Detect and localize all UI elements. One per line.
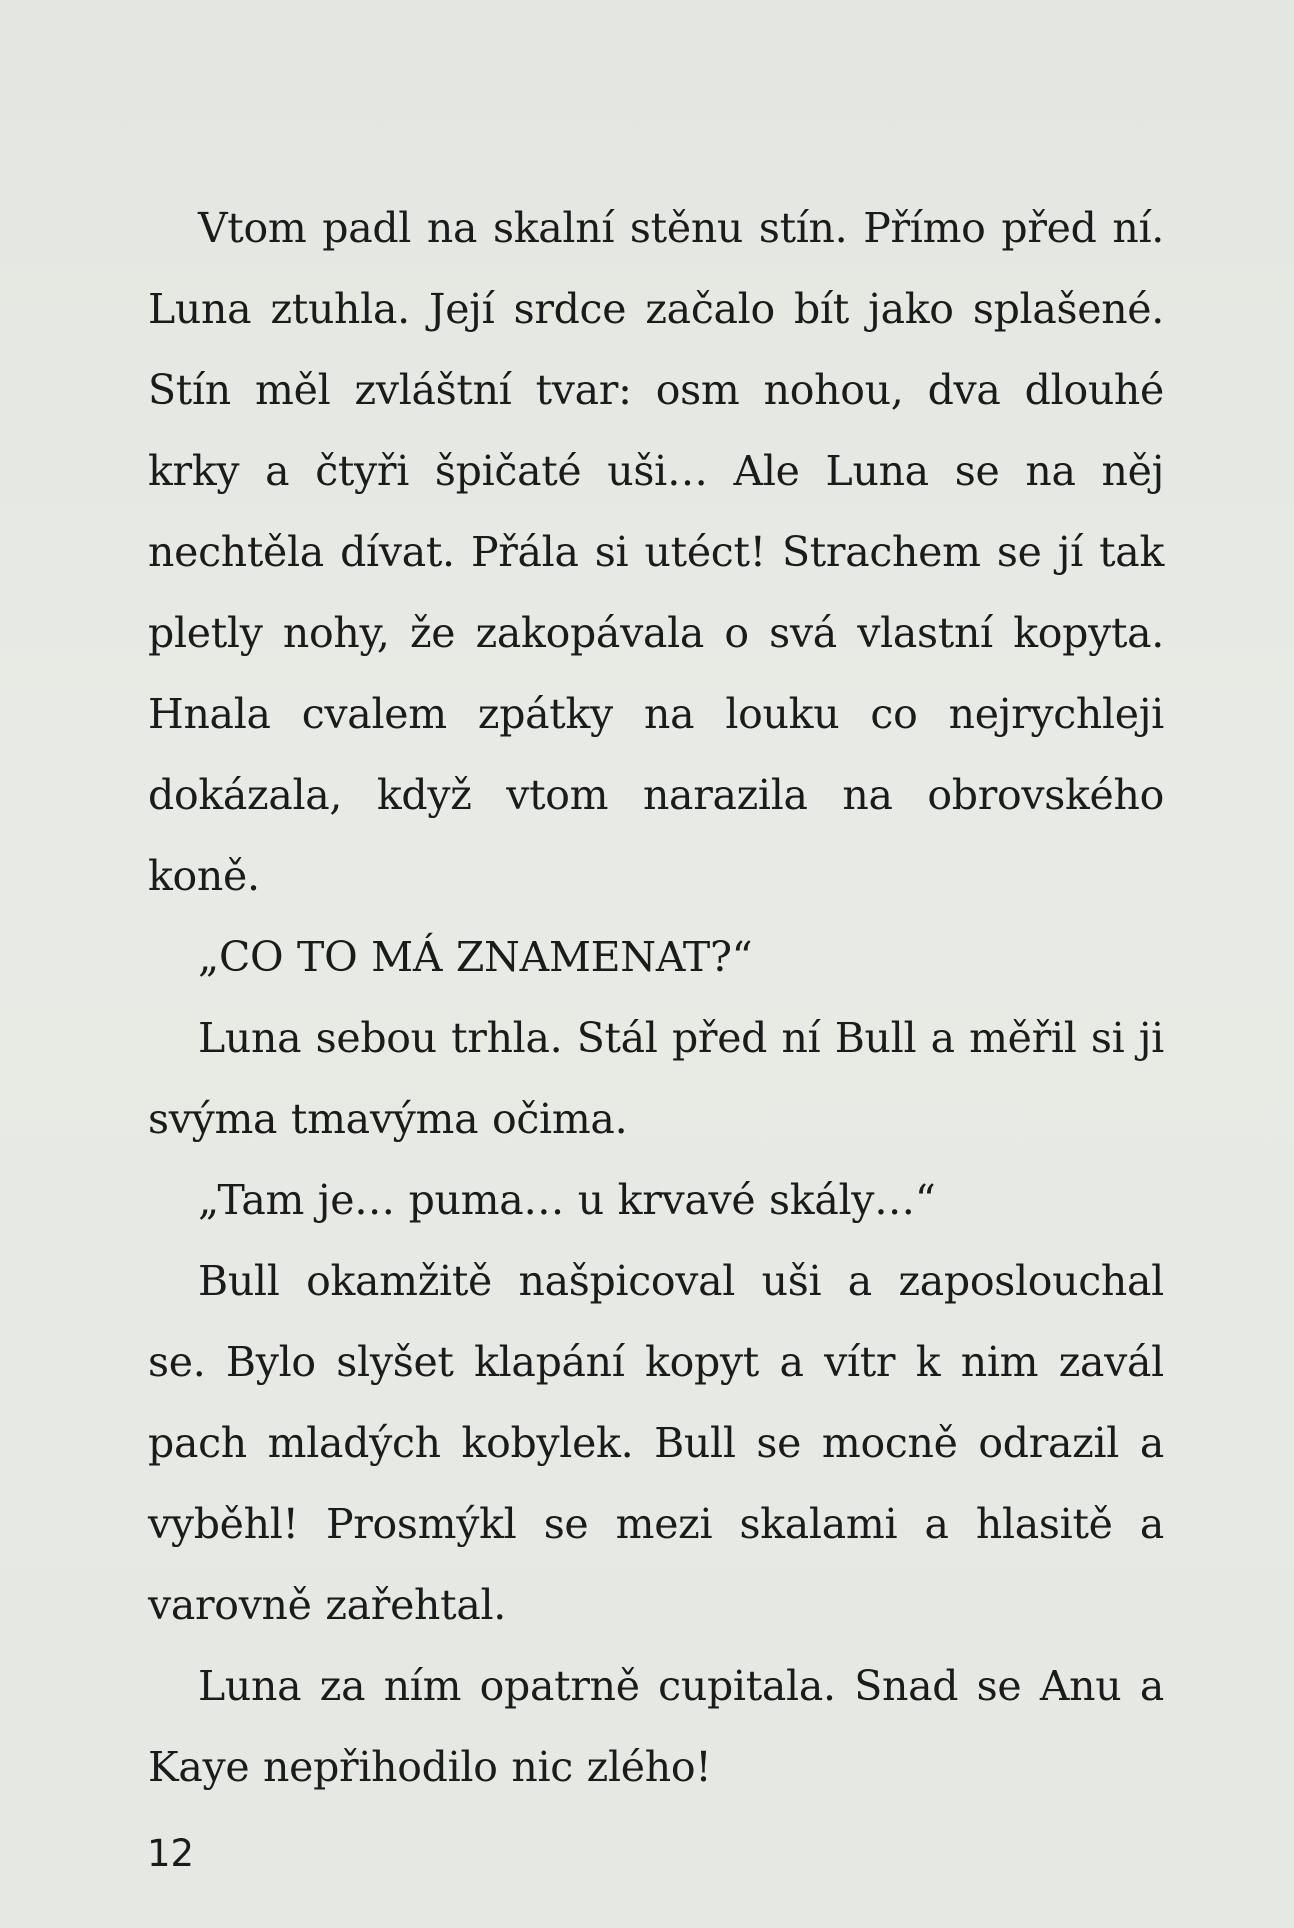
paragraph-1: Vtom padl na skalní stěnu stín. Přímo před ní. Luna ztuhla. Její srdce začalo bít jako splašené. Stín měl zvláštní tvar: osm nohou, dva dlouhé krky a čtyři špičaté uši… Ale Luna se na něj nechtěla dívat. Přála si utéct! Strachem se jí tak pletly nohy, že zakopávala o svá vlastní kopyta. Hnala cvalem zpátky na louku co nejrychleji dokázala, když vtom narazila na obrovského koně. [148, 204, 1164, 900]
paragraph-2: „CO TO MÁ ZNAMENAT?“ [198, 933, 753, 981]
paragraph-5: Bull okamžitě našpicoval uši a zaposlouchal se. Bylo slyšet klapání kopyt a vítr k nim zavál pach mladých kobylek. Bull se mocně odrazil a vyběhl! Prosmýkl se mezi skalami a hlasitě a varovně zařehtal. [148, 1257, 1164, 1629]
paragraph-4: „Tam je… puma… u krvavé skály…“ [198, 1176, 936, 1224]
paragraph-3: Luna sebou trhla. Stál před ní Bull a měřil si ji svýma tmavýma očima. [148, 1014, 1164, 1143]
paragraph-6: Luna za ním opatrně cupitala. Snad se Anu a Kaye nepřihodilo nic zlého! [148, 1662, 1164, 1791]
page-number: 12 [147, 1832, 195, 1875]
body-text [148, 188, 1164, 1808]
